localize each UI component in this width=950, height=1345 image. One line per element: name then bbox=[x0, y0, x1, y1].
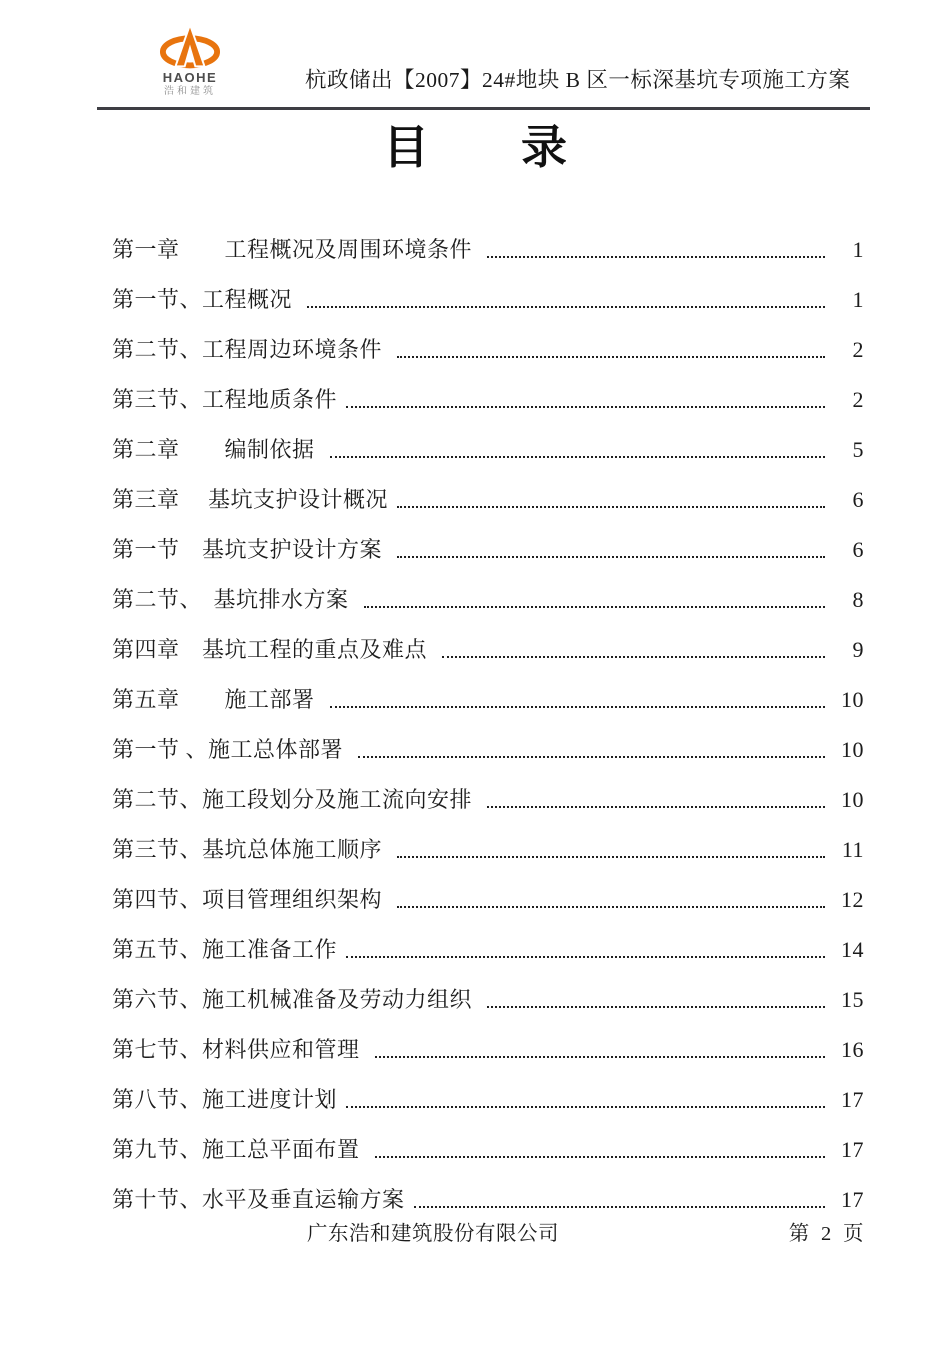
toc-entry[interactable] bbox=[112, 1138, 864, 1161]
logo-brand-cn-text: 浩和建筑 bbox=[164, 86, 216, 97]
dotted-leader bbox=[346, 956, 825, 958]
toc-entry-page: 17 bbox=[841, 1087, 864, 1112]
toc-entry-page: 1 bbox=[852, 287, 864, 312]
toc-entry-label: 第二节、施工段划分及施工流向安排 bbox=[112, 787, 479, 812]
toc-entry-label: 第六节、施工机械准备及劳动力组织 bbox=[112, 987, 479, 1012]
toc-entry-page: 12 bbox=[841, 887, 864, 912]
dotted-leader bbox=[358, 756, 825, 758]
toc-entry-page: 5 bbox=[852, 437, 864, 462]
dotted-leader bbox=[397, 356, 825, 358]
dotted-leader bbox=[487, 1006, 825, 1008]
toc-entry[interactable] bbox=[112, 988, 864, 1011]
toc-entry-label: 第三节、基坑总体施工顺序 bbox=[112, 837, 389, 862]
dotted-leader bbox=[330, 456, 825, 458]
toc-entry-label: 第二章 编制依据 bbox=[112, 437, 321, 462]
toc-entry[interactable] bbox=[112, 538, 864, 561]
dotted-leader bbox=[397, 556, 825, 558]
toc-entry[interactable] bbox=[112, 788, 864, 811]
toc-entry-label: 第八节、施工进度计划 bbox=[112, 1087, 338, 1112]
dotted-leader bbox=[397, 906, 825, 908]
toc-entry-label: 第三章 基坑支护设计概况 bbox=[112, 487, 389, 512]
toc-entry-page: 15 bbox=[841, 987, 864, 1012]
toc-entry[interactable] bbox=[112, 738, 864, 761]
dotted-leader bbox=[397, 506, 825, 508]
toc-entry-label: 第二节、 基坑排水方案 bbox=[112, 587, 355, 612]
toc-entry-page: 10 bbox=[841, 687, 864, 712]
toc-title: 目 录 bbox=[383, 122, 567, 173]
logo-brand-text: HAOHE bbox=[162, 70, 218, 85]
dotted-leader bbox=[375, 1156, 825, 1158]
dotted-leader bbox=[487, 806, 825, 808]
toc-entry[interactable] bbox=[112, 638, 864, 661]
toc-entry[interactable] bbox=[112, 338, 864, 361]
toc-entry[interactable] bbox=[112, 838, 864, 861]
toc-entry-page: 9 bbox=[852, 637, 864, 662]
toc-entry[interactable] bbox=[112, 1088, 864, 1111]
toc-entry[interactable] bbox=[112, 938, 864, 961]
dotted-leader bbox=[307, 306, 825, 308]
page-footer bbox=[112, 1216, 864, 1246]
dotted-leader bbox=[487, 256, 825, 258]
toc-entry-page: 11 bbox=[841, 837, 864, 862]
toc-entry-page: 2 bbox=[852, 387, 864, 412]
dotted-leader bbox=[375, 1056, 825, 1058]
toc-entry[interactable] bbox=[112, 588, 864, 611]
dotted-leader bbox=[364, 606, 825, 608]
footer-company: 广东浩和建筑股份有限公司 bbox=[307, 1223, 559, 1245]
toc-entry[interactable] bbox=[112, 888, 864, 911]
toc-entry[interactable] bbox=[112, 488, 864, 511]
toc-entry-page: 17 bbox=[841, 1187, 864, 1212]
toc-entry-page: 10 bbox=[841, 737, 864, 762]
dotted-leader bbox=[414, 1206, 825, 1208]
toc-entry[interactable] bbox=[112, 288, 864, 311]
toc-entry-label: 第四节、项目管理组织架构 bbox=[112, 887, 389, 912]
toc-entry-page: 6 bbox=[852, 537, 864, 562]
dotted-leader bbox=[330, 706, 825, 708]
toc-entry-label: 第七节、材料供应和管理 bbox=[112, 1037, 366, 1062]
toc-entry-label: 第一章 工程概况及周围环境条件 bbox=[112, 237, 479, 262]
toc-entry-label: 第三节、工程地质条件 bbox=[112, 387, 338, 412]
toc-entry[interactable] bbox=[112, 688, 864, 711]
toc-entry-page: 8 bbox=[852, 587, 864, 612]
company-logo bbox=[139, 24, 241, 98]
toc-entry-label: 第五章 施工部署 bbox=[112, 687, 321, 712]
toc-entry-label: 第九节、施工总平面布置 bbox=[112, 1137, 366, 1162]
header-doc-title: 杭政储出【2007】24#地块 B 区一标深基坑专项施工方案 bbox=[305, 68, 851, 92]
page-header bbox=[97, 0, 870, 110]
toc-entry[interactable] bbox=[112, 1188, 864, 1211]
toc-entry-page: 16 bbox=[841, 1037, 864, 1062]
dotted-leader bbox=[397, 856, 825, 858]
dotted-leader bbox=[442, 656, 825, 658]
toc-entry[interactable] bbox=[112, 1038, 864, 1061]
toc-entry-label: 第一节、工程概况 bbox=[112, 287, 299, 312]
footer-page-number: 第 2 页 bbox=[788, 1223, 864, 1245]
toc-list bbox=[112, 238, 864, 1211]
dotted-leader bbox=[346, 1106, 825, 1108]
toc-entry[interactable] bbox=[112, 388, 864, 411]
toc-entry-page: 2 bbox=[852, 337, 864, 362]
toc-entry-label: 第一节 基坑支护设计方案 bbox=[112, 537, 389, 562]
toc-entry-label: 第十节、水平及垂直运输方案 bbox=[112, 1187, 405, 1212]
toc-entry-page: 6 bbox=[852, 487, 864, 512]
toc-entry-label: 第一节 、施工总体部署 bbox=[112, 737, 350, 762]
toc-entry-page: 1 bbox=[852, 237, 864, 262]
toc-entry-label: 第二节、工程周边环境条件 bbox=[112, 337, 389, 362]
toc-entry-page: 17 bbox=[841, 1137, 864, 1162]
toc-entry-label: 第五节、施工准备工作 bbox=[112, 937, 338, 962]
toc-entry-page: 10 bbox=[841, 787, 864, 812]
haohe-logo-icon bbox=[139, 24, 241, 70]
toc-entry[interactable] bbox=[112, 438, 864, 461]
toc-entry[interactable] bbox=[112, 238, 864, 261]
toc-entry-page: 14 bbox=[841, 937, 864, 962]
dotted-leader bbox=[346, 406, 825, 408]
toc-entry-label: 第四章 基坑工程的重点及难点 bbox=[112, 637, 434, 662]
